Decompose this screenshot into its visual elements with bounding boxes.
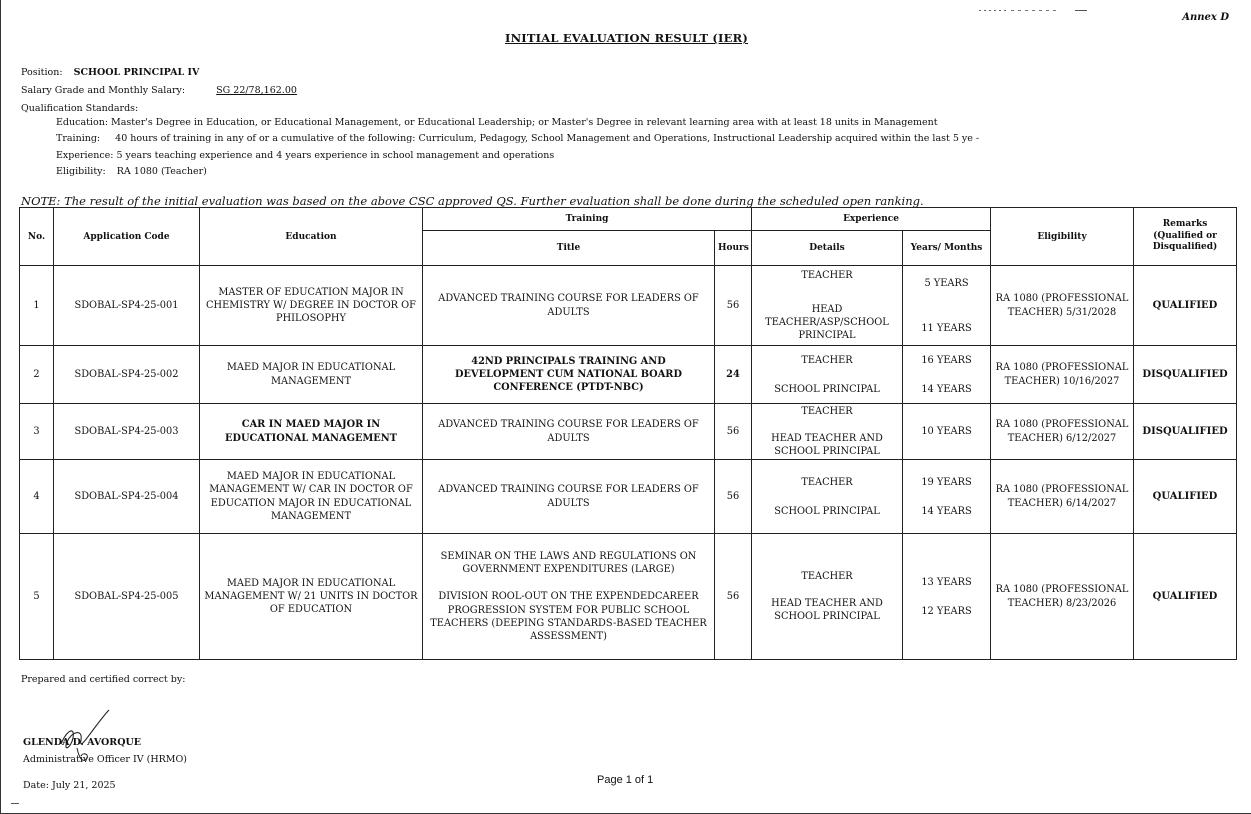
row-training-title: ADVANCED TRAINING COURSE FOR LEADERS OF ADULTS [423,266,715,346]
header-details: Details [752,231,903,266]
years-management: 12 YEARS [921,605,972,617]
page-number: Page 1 of 1 [597,774,654,786]
row-hours: 56 [715,460,752,534]
row-remarks: DISQUALIFIED [1134,404,1237,460]
qs-training-label: Training: [56,133,101,144]
position-field [21,67,199,78]
table-row [20,404,1237,460]
detail-management: HEAD TEACHER AND SCHOOL PRINCIPAL [771,597,883,623]
row-hours: 56 [715,266,752,346]
evaluation-note: NOTE: The result of the initial evaluation was based on the above CSC approved QS. Further evaluation shall be done during the scheduled open ranking. [21,194,924,208]
row-eligibility: RA 1080 (PROFESSIONAL TEACHER) 10/16/2027 [991,346,1134,404]
qs-eligibility-label: Eligibility: [56,166,106,177]
header-education: Education [200,208,423,266]
detail-management: HEAD TEACHER AND SCHOOL PRINCIPAL [771,433,883,458]
row-hours: 24 [715,346,752,404]
qs-training [56,133,979,144]
detail-teaching: TEACHER [801,570,853,582]
row-code: SDOBAL-SP4-25-005 [54,534,200,660]
scan-mark [979,10,1009,11]
position-value: SCHOOL PRINCIPAL IV [73,67,200,78]
salary-value: SG 22/78,162.00 [216,85,297,96]
qs-experience: Experience: 5 years teaching experience and 4 years experience in school management and operations [56,150,555,161]
training-title-1: SEMINAR ON THE LAWS AND REGULATIONS ON GOVERNMENT EXPENDITURES (LARGE) [440,550,697,576]
signatory-name: GLENDA D. AVORQUE [23,737,142,748]
row-years [903,346,991,404]
table-row [20,346,1237,404]
row-education: MASTER OF EDUCATION MAJOR IN CHEMISTRY W/ DEGREE IN DOCTOR OF PHILOSOPHY [200,266,423,346]
row-training-title: ADVANCED TRAINING COURSE FOR LEADERS OF ADULTS [423,460,715,534]
row-no: 4 [20,460,54,534]
row-eligibility: RA 1080 (PROFESSIONAL TEACHER) 6/14/2027 [991,460,1134,534]
qs-eligibility-value: RA 1080 (Teacher) [116,166,207,177]
row-years [903,460,991,534]
header-hours: Hours [715,231,752,266]
scan-mark [1075,10,1087,11]
row-code: SDOBAL-SP4-25-004 [54,460,200,534]
annex-label: Annex D [1182,12,1229,23]
row-no: 2 [20,346,54,404]
header-eligibility: Eligibility [991,208,1134,266]
detail-teaching: TEACHER [801,354,853,366]
signatory-position: Administrative Officer IV (HRMO) [23,754,187,765]
row-hours: 56 [715,404,752,460]
table-header-row [20,208,1237,231]
row-education: MAED MAJOR IN EDUCATIONAL MANAGEMENT W/ CAR IN DOCTOR OF EDUCATION MAJOR IN EDUCATIONAL MANAGEMENT [200,460,423,534]
row-no: 3 [20,404,54,460]
row-remarks: DISQUALIFIED [1134,346,1237,404]
position-label: Position: [21,67,63,78]
header-no: No. [20,208,54,266]
years-management: 14 YEARS [921,383,972,395]
row-years [903,266,991,346]
row-years [903,534,991,660]
years-teaching: 16 YEARS [921,354,972,366]
training-title-2: DIVISION ROOL-OUT ON THE EXPENDEDCAREER PROGRESSION SYSTEM FOR PUBLIC SCHOOL TEACHERS (DEEPING STANDARDS-BASED TEACHER ASSESSMENT) [430,591,707,642]
row-code: SDOBAL-SP4-25-003 [54,404,200,460]
row-years [903,404,991,460]
row-eligibility: RA 1080 (PROFESSIONAL TEACHER) 8/23/2026 [991,534,1134,660]
row-education: MAED MAJOR IN EDUCATIONAL MANAGEMENT W/ 21 UNITS IN DOCTOR OF EDUCATION [200,534,423,660]
row-training-title: ADVANCED TRAINING COURSE FOR LEADERS OF ADULTS [423,404,715,460]
header-years: Years/ Months [903,231,991,266]
row-details [752,534,903,660]
detail-management: SCHOOL PRINCIPAL [774,505,880,517]
row-details [752,346,903,404]
years-teaching: 5 YEARS [924,277,969,289]
row-no: 5 [20,534,54,660]
row-education: MAED MAJOR IN EDUCATIONAL MANAGEMENT [200,346,423,404]
row-code: SDOBAL-SP4-25-002 [54,346,200,404]
header-code: Application Code [54,208,200,266]
qs-education: Education: Master's Degree in Education, or Educational Management, or Educational Leadership; or Master's Degree in relevant learning area with at least 18 units in Management [56,117,938,128]
table-row [20,460,1237,534]
header-training: Training [423,208,752,231]
row-hours: 56 [715,534,752,660]
table-row [20,534,1237,660]
qs-training-value: 40 hours of training in any of or a cumulative of the following: Curriculum, Pedagogy, School Management and Operations, Instructional Leadership acquired within the last 5 ye - [115,133,980,144]
row-remarks: QUALIFIED [1134,266,1237,346]
table-row [20,266,1237,346]
date-field: Date: July 21, 2025 [23,780,116,791]
qs-eligibility [56,166,207,177]
document-title: INITIAL EVALUATION RESULT (IER) [505,31,748,45]
salary-label: Salary Grade and Monthly Salary: [21,85,186,96]
years-management: 14 YEARS [921,505,972,517]
row-training-title: 42ND PRINCIPALS TRAINING AND DEVELOPMENT CUM NATIONAL BOARD CONFERENCE (PTDT-NBC) [423,346,715,404]
evaluation-table [19,207,1237,660]
row-remarks: QUALIFIED [1134,534,1237,660]
detail-teaching: TEACHER [801,476,853,488]
row-education: CAR IN MAED MAJOR IN EDUCATIONAL MANAGEMENT [200,404,423,460]
row-details [752,404,903,460]
scan-mark [1011,10,1059,11]
detail-teaching: TEACHER [801,269,853,281]
years-teaching: 13 YEARS [921,576,972,588]
row-eligibility: RA 1080 (PROFESSIONAL TEACHER) 5/31/2028 [991,266,1134,346]
years-teaching: 19 YEARS [921,476,972,488]
years-management: 10 YEARS [921,426,972,437]
header-remarks: Remarks (Qualified or Disqualified) [1134,208,1237,266]
row-details [752,460,903,534]
qualification-label: Qualification Standards: [21,103,139,114]
row-details [752,266,903,346]
row-training-title [423,534,715,660]
detail-management: HEAD TEACHER/ASP/SCHOOL PRINCIPAL [765,303,889,342]
detail-teaching: TEACHER [801,405,853,417]
prepared-by-label: Prepared and certified correct by: [21,674,186,685]
row-remarks: QUALIFIED [1134,460,1237,534]
scan-mark [11,803,19,804]
salary-field [21,85,297,96]
header-title: Title [423,231,715,266]
years-management: 11 YEARS [921,322,972,334]
detail-management: SCHOOL PRINCIPAL [774,383,880,395]
row-code: SDOBAL-SP4-25-001 [54,266,200,346]
header-experience: Experience [752,208,991,231]
row-eligibility: RA 1080 (PROFESSIONAL TEACHER) 6/12/2027 [991,404,1134,460]
row-no: 1 [20,266,54,346]
